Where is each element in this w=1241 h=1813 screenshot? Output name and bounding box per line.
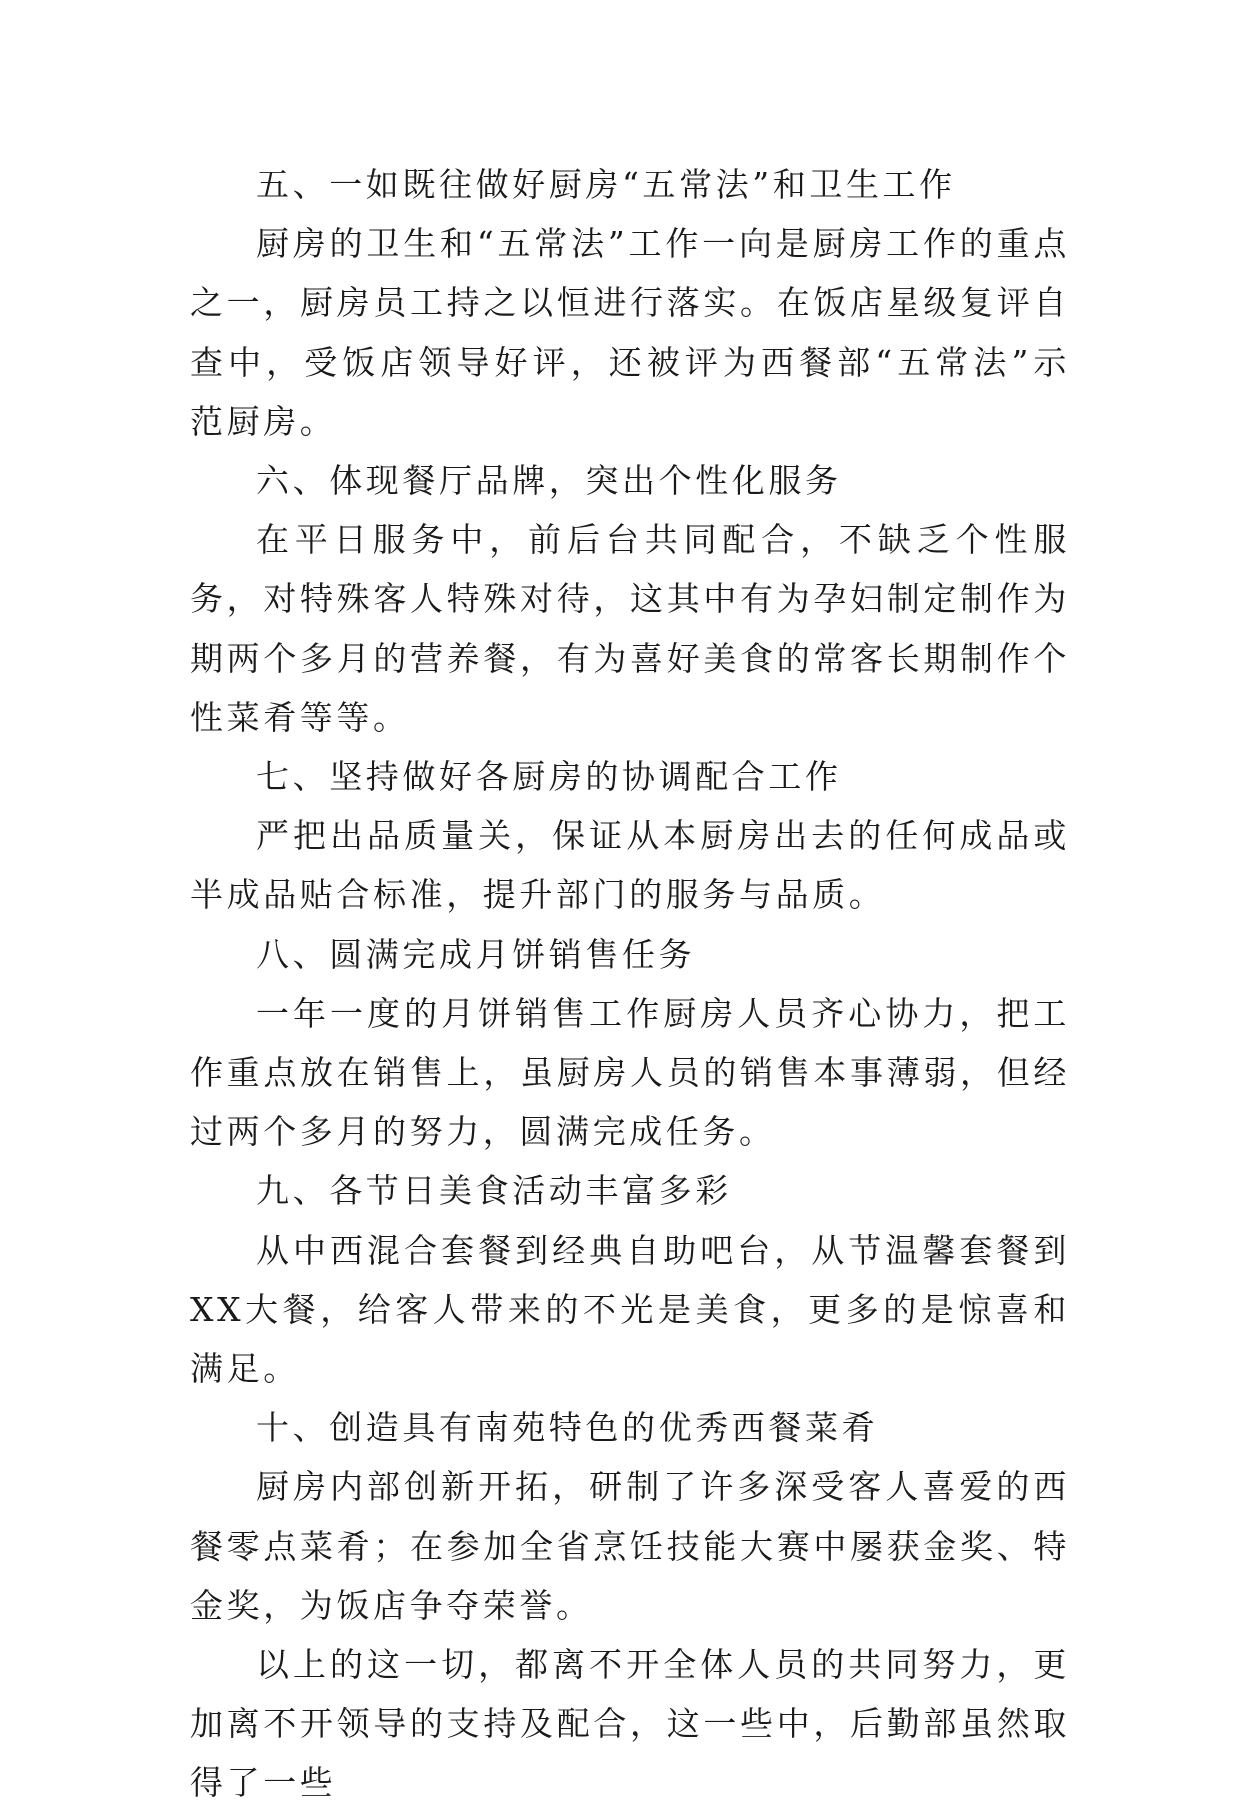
closing-paragraph: 以上的这一切，都离不开全体人员的共同努力，更加离不开领导的支持及配合，这一些中，后勤部虽然取得了一些 [190,1645,1070,1803]
section-heading-5: 五、一如既往做好厨房“五常法”和卫生工作 [256,165,956,204]
section-heading-7: 七、坚持做好各厨房的协调配合工作 [256,757,842,797]
body-paragraph: 一年一度的月饼销售工作厨房人员齐心协力，把工作重点放在销售上，虽厨房人员的销售本事薄弱，但经过两个多月的努力，圆满完成任务。 [190,993,1070,1152]
section-heading-10: 十、创造具有南苑特色的优秀西餐菜肴 [256,1408,879,1448]
section-heading-6: 六、体现餐厅品牌，突出个性化服务 [256,461,842,501]
body-paragraph: 厨房的卫生和“五常法”工作一向是厨房工作的重点之一，厨房员工持之以恒进行落实。在饭店星级复评自查中，受饭店领导好评，还被评为西餐部“五常法”示范厨房。 [190,224,1070,441]
body-paragraph: 严把出品质量关，保证从本厨房出去的任何成品或半成品贴合标准，提升部门的服务与品质。 [190,816,1070,915]
document-body [190,155,1070,1813]
section-heading-8: 八、圆满完成月饼销售任务 [256,934,696,974]
body-paragraph: 从中西混合套餐到经典自助吧台，从节温馨套餐到XX大餐，给客人带来的不光是美食，更多的是惊喜和满足。 [190,1230,1070,1389]
body-paragraph: 在平日服务中，前后台共同配合，不缺乏个性服务，对特殊客人特殊对待，这其中有为孕妇制定制作为期两个多月的营养餐，有为喜好美食的常客长期制作个性菜肴等等。 [190,520,1070,737]
body-paragraph: 厨房内部创新开拓，研制了许多深受客人喜爱的西餐零点菜肴；在参加全省烹饪技能大赛中屡获金奖、特金奖，为饭店争夺荣誉。 [190,1467,1070,1625]
section-heading-9: 九、各节日美食活动丰富多彩 [256,1171,732,1211]
